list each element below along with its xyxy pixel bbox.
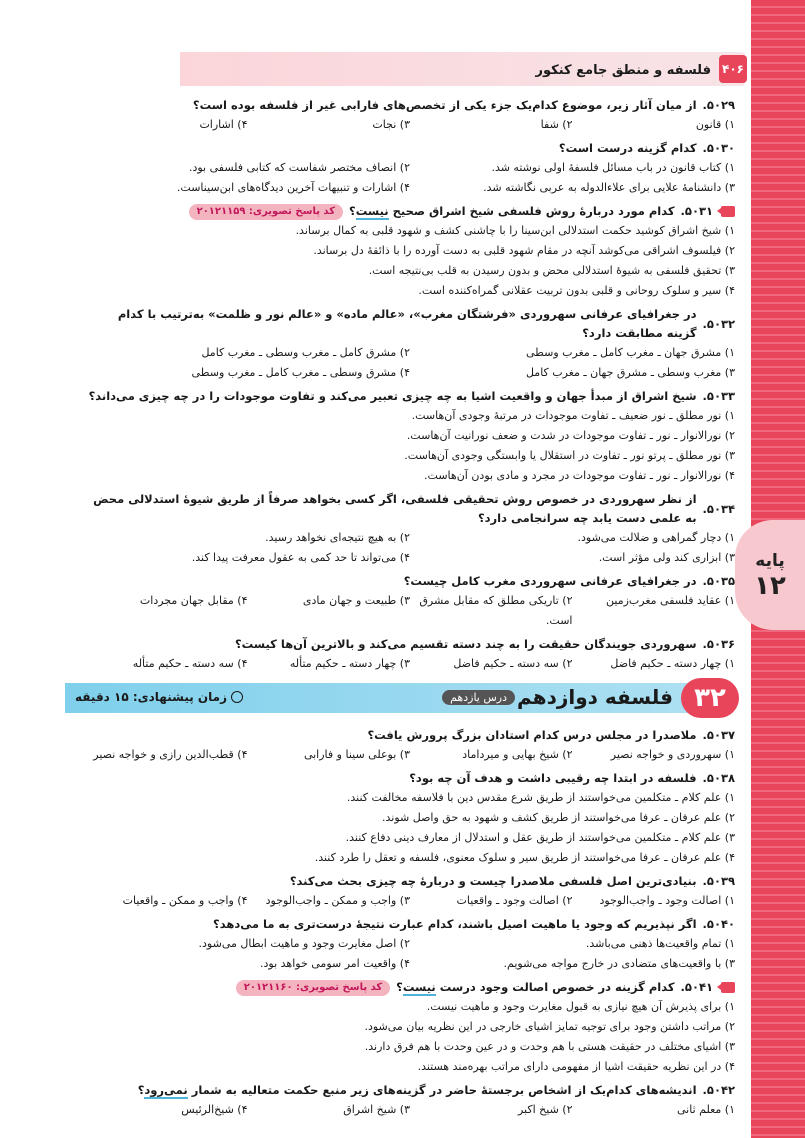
- answer-option[interactable]: ۳) چهار دسته ـ حکیم متأله: [289, 657, 410, 670]
- question-text: [85, 490, 697, 528]
- question-text-main: سهروردی جویندگان حقیقت را به چند دسته تقسیم می‌کند و بالاترین آن‌ها کیست؟: [234, 637, 697, 651]
- answer-option[interactable]: ۱) اصالت وجود ـ واجب‌الوجود: [599, 894, 735, 907]
- question-item: [85, 139, 735, 198]
- answer-option[interactable]: ۳) نجات: [372, 118, 410, 131]
- question-group-b: [85, 726, 735, 1120]
- answer-option[interactable]: ۱) دچار گمراهی و ضلالت می‌شود.: [577, 531, 735, 544]
- lesson-number: ۳۲: [681, 678, 739, 718]
- answer-option[interactable]: ۲) نورالانوار ـ نور ـ تفاوت موجودات در شدت و ضعف نورانیت آن‌هاست.: [406, 429, 735, 442]
- answer-option[interactable]: ۴) واجب و ممکن ـ واقعیات: [122, 894, 248, 907]
- answer-option[interactable]: ۳) بوعلی سینا و فارابی: [303, 748, 410, 761]
- question-text-main: از نظر سهروردی در خصوص روش تحقیقی فلسفی، اگر کسی بخواهد صرفاً از طریق شیوهٔ استدلالی محض به علمی دست یابد چه سرانجامی دارد؟: [93, 492, 697, 525]
- question-text-main: کدام مورد دربارهٔ روش فلسفی شیخ اشراق صحیح: [392, 204, 675, 218]
- answer-option[interactable]: ۳) مغرب وسطی ـ مشرق جهان ـ مغرب کامل: [525, 366, 735, 379]
- book-title: فلسفه و منطق جامع کنکور: [535, 62, 711, 78]
- question-text-end: ؟: [349, 204, 356, 218]
- question-number: ۵۰۳۵.: [702, 574, 735, 588]
- answer-option[interactable]: ۴) اشارات: [199, 118, 248, 131]
- question-number: ۵۰۳۳.: [702, 389, 735, 403]
- answer-option[interactable]: ۴) اشارات و تنبیهات آخرین دیدگاه‌های ابن‌سیناست.: [176, 181, 410, 194]
- question-text: [367, 726, 696, 745]
- suggested-time-text: زمان پیشنهادی: ۱۵ دقیقه: [75, 690, 228, 704]
- question-text: [213, 915, 697, 934]
- answer-option[interactable]: ۱) معلم ثانی: [676, 1103, 735, 1116]
- question-item: [85, 96, 735, 135]
- question-number: ۵۰۴۲.: [702, 1083, 735, 1097]
- question-stem: [85, 202, 735, 221]
- answer-code-pill[interactable]: کد پاسخ تصویری: ۲۰۱۲۱۱۶۰: [236, 980, 390, 996]
- question-number: ۵۰۲۹.: [702, 98, 735, 112]
- grade-side-tab: [735, 520, 805, 630]
- answer-option[interactable]: ۲) اصل مغایرت وجود و ماهیت ابطال می‌شود.: [198, 937, 410, 950]
- options-list: [85, 934, 735, 974]
- question-text: [404, 572, 697, 591]
- question-emphasis: نمی‌رود: [144, 1083, 188, 1097]
- answer-option[interactable]: ۲) انصاف مختصر شفاست که کتابی فلسفی بود.: [188, 161, 410, 174]
- answer-option[interactable]: ۱) شیخ اشراق کوشید حکمت استدلالی ابن‌سینا را با چاشنی کشف و شهود قلبی به کمال برساند.: [295, 224, 735, 237]
- answer-option[interactable]: ۴) قطب‌الدین رازی و خواجه نصیر: [93, 748, 248, 761]
- question-item: [85, 978, 735, 1077]
- lesson-badge: درس یازدهم: [442, 690, 515, 705]
- question-number: ۵۰۳۸.: [702, 771, 735, 785]
- answer-option[interactable]: ۴) در این نظریه حقیقت اشیا از مفهومی دارای مراتب بهره‌مند هستند.: [417, 1060, 735, 1073]
- question-text-main: اگر نپذیریم که وجود یا ماهیت اصیل باشند، کدام عبارت نتیجهٔ درست‌تری به ما می‌دهد؟: [213, 917, 697, 931]
- answer-option[interactable]: ۴) واقعیت امر سومی خواهد بود.: [260, 957, 410, 970]
- question-text: [89, 387, 697, 406]
- question-number: ۵۰۳۰.: [702, 141, 735, 155]
- question-item: [85, 202, 735, 301]
- suggested-time: [75, 690, 243, 704]
- answer-option[interactable]: ۴) سه دسته ـ حکیم متأله: [132, 657, 248, 670]
- answer-option[interactable]: ۱) سهروردی و خواجه نصیر: [610, 748, 735, 761]
- answer-option[interactable]: ۳) دانشنامهٔ علایی برای علاءالدوله به عربی نگاشته شد.: [483, 181, 735, 194]
- options-list: [85, 221, 735, 301]
- question-stem: [85, 1081, 735, 1100]
- question-text: [349, 202, 675, 221]
- grade-tab-number: ۱۲: [754, 571, 786, 601]
- answer-option[interactable]: ۱) عقاید فلسفی مغرب‌زمین: [606, 594, 735, 607]
- answer-option[interactable]: ۴) مقابل جهان مجردات: [139, 594, 248, 607]
- answer-option[interactable]: ۳) ابزاری کند ولی مؤثر است.: [598, 551, 735, 564]
- answer-option[interactable]: ۳) تحقیق فلسفی به شیوهٔ استدلالی محض و بدون رسیدن به قلب بی‌نتیجه است.: [368, 264, 735, 277]
- question-text-end: ؟: [396, 980, 403, 994]
- question-text: [193, 96, 697, 115]
- video-camera-icon[interactable]: [721, 206, 735, 217]
- question-stem: [85, 635, 735, 654]
- question-text: [409, 769, 696, 788]
- question-text-main: بنیادی‌ترین اصل فلسفی ملاصدرا چیست و دربارهٔ چه چیزی بحث می‌کند؟: [289, 874, 697, 888]
- answer-option[interactable]: ۳) طبیعت و جهان مادی: [302, 594, 410, 607]
- question-item: [85, 490, 735, 568]
- question-item: [85, 915, 735, 974]
- question-item: [85, 635, 735, 674]
- answer-option[interactable]: ۲) علم عرفان ـ عرفا می‌خواستند از طریق کشف و شهود به حق واصل شوند.: [382, 811, 735, 824]
- answer-option[interactable]: ۳) علم کلام ـ متکلمین می‌خواستند از طریق عقل و استدلال از معارف دینی دفاع کنند.: [345, 831, 735, 844]
- question-emphasis: نیست: [402, 980, 436, 994]
- options-list: [85, 745, 735, 765]
- answer-option[interactable]: ۴) نورالانوار ـ نور ـ تفاوت موجودات در مجرد و مادی بودن آن‌هاست.: [424, 469, 735, 482]
- question-text: [559, 139, 697, 158]
- options-list: [85, 788, 735, 868]
- lesson-title: فلسفه دوازدهم: [517, 685, 673, 709]
- options-list: [85, 997, 735, 1077]
- question-text-main: از میان آثار زیر، موضوع کدام‌یک جزء یکی از تخصص‌های فارابی غیر از فلسفه بوده است؟: [192, 98, 697, 112]
- options-list: [85, 406, 735, 486]
- question-text-main: کدام گزینه در خصوص اصالت وجود درست: [439, 980, 675, 994]
- question-text-main: در جغرافیای عرفانی سهروردی «فرشتگان مغرب»، «عالم ماده» و «عالم نور و ظلمت» به‌ترتیب با کدام گزینه مطابقت دارد؟: [117, 307, 697, 340]
- question-emphasis: نیست: [355, 204, 389, 218]
- answer-option[interactable]: ۲) شیخ اکبر: [517, 1103, 573, 1116]
- question-stem: [85, 872, 735, 891]
- question-stem: [85, 978, 735, 997]
- answer-option[interactable]: ۴) علم عرفان ـ عرفا می‌خواستند از طریق سیر و سلوک معنوی، فلسفه و تعقل را طرد کنند.: [314, 851, 735, 864]
- answer-option[interactable]: ۴) سیر و سلوک روحانی و قلبی بدون تربیت عقلانی گمراه‌کننده است.: [418, 284, 735, 297]
- answer-option[interactable]: ۳) شیخ اشراق: [343, 1103, 410, 1116]
- answer-option[interactable]: ۲) سه دسته ـ حکیم فاضل: [453, 657, 573, 670]
- question-item: [85, 769, 735, 868]
- question-number: ۵۰۳۶.: [702, 637, 735, 651]
- question-text: [290, 872, 697, 891]
- options-list: [85, 528, 735, 568]
- question-stem: [85, 387, 735, 406]
- options-list: [85, 654, 735, 674]
- question-number: ۵۰۳۹.: [702, 874, 735, 888]
- clock-icon: [231, 691, 243, 703]
- question-group-a: [85, 96, 735, 674]
- answer-option[interactable]: ۱) تمام واقعیت‌ها ذهنی می‌باشد.: [585, 937, 735, 950]
- question-text: [138, 1081, 697, 1100]
- answer-option[interactable]: ۲) شیخ بهایی و میرداماد: [462, 748, 573, 761]
- grade-tab-label: پایه: [755, 551, 785, 571]
- question-stem: [85, 305, 735, 343]
- answer-option[interactable]: ۳) با واقعیت‌های متضادی در خارج مواجه می‌شویم.: [503, 957, 735, 970]
- question-text-main: در جغرافیای عرفانی سهروردی مغرب کامل چیست؟: [403, 574, 697, 588]
- options-list: [85, 343, 735, 383]
- question-number: ۵۰۳۲.: [702, 316, 735, 331]
- question-stem: [85, 572, 735, 591]
- answer-option[interactable]: ۱) مشرق جهان ـ مغرب کامل ـ مغرب وسطی: [525, 346, 735, 359]
- answer-option[interactable]: ۲) مراتب داشتن وجود برای توجیه تمایز اشیای خارجی در این نظریه بیان می‌شود.: [364, 1020, 735, 1033]
- answer-option[interactable]: ۲) فیلسوف اشراقی می‌کوشد آنچه در مقام شهود قلبی به دست آورده را با ذائقهٔ دل برساند.: [313, 244, 735, 257]
- options-list: [85, 1100, 735, 1120]
- question-text: [396, 978, 674, 997]
- question-item: [85, 1081, 735, 1120]
- page-content: [75, 96, 735, 1124]
- question-number: ۵۰۳۷.: [702, 728, 735, 742]
- question-stem: [85, 915, 735, 934]
- lesson-banner: [75, 678, 735, 718]
- answer-option[interactable]: ۴) می‌تواند تا حد کمی به عقول معرفت پیدا کند.: [191, 551, 410, 564]
- answer-code-pill[interactable]: کد پاسخ تصویری: ۲۰۱۲۱۱۵۹: [189, 204, 343, 220]
- question-item: [85, 305, 735, 383]
- question-item: [85, 872, 735, 911]
- answer-option[interactable]: ۴) مشرق وسطی ـ مغرب کامل ـ مغرب وسطی: [191, 366, 410, 379]
- options-list: [85, 158, 735, 198]
- question-text-main: ملاصدرا در مجلس درس کدام استادان بزرگ پرورش یافت؟: [367, 728, 697, 742]
- question-stem: [85, 139, 735, 158]
- question-stem: [85, 96, 735, 115]
- question-number: ۵۰۴۱.: [680, 980, 713, 994]
- answer-option[interactable]: ۳) واجب و ممکن ـ واجب‌الوجود: [265, 894, 410, 907]
- question-text-end: ؟: [137, 1083, 145, 1097]
- options-list: [85, 891, 735, 911]
- answer-option[interactable]: ۴) شیخ‌الرئیس: [181, 1103, 248, 1116]
- question-stem: [85, 726, 735, 745]
- options-list: [85, 591, 735, 631]
- question-stem: [85, 769, 735, 788]
- answer-option[interactable]: ۱) چهار دسته ـ حکیم فاضل: [610, 657, 735, 670]
- question-item: [85, 387, 735, 486]
- question-number: ۵۰۳۱.: [680, 204, 713, 218]
- answer-option[interactable]: ۱) کتاب قانون در باب مسائل فلسفهٔ اولی نوشته شد.: [491, 161, 735, 174]
- question-item: [85, 726, 735, 765]
- answer-option[interactable]: ۲) شفا: [540, 118, 573, 131]
- answer-option[interactable]: ۱) علم کلام ـ متکلمین می‌خواستند از طریق شرع مقدس دین با فلاسفه مخالفت کنند.: [346, 791, 735, 804]
- answer-option[interactable]: ۳) اشیای مختلف در حقیقت هستی با هم وحدت و در عین وحدت با هم فرق دارند.: [364, 1040, 735, 1053]
- page-number: ۴۰۶: [719, 55, 747, 83]
- question-text-main: فلسفه در ابتدا چه رقیبی داشت و هدف آن چه بود؟: [409, 771, 697, 785]
- question-text: [235, 635, 697, 654]
- answer-option[interactable]: ۳) نور مطلق ـ پرتو نور ـ تفاوت در استقلال یا وابستگی وجودی آن‌هاست.: [404, 449, 735, 462]
- question-number: ۵۰۳۴.: [702, 501, 735, 516]
- video-camera-icon[interactable]: [721, 982, 735, 993]
- question-item: [85, 572, 735, 631]
- question-text: [85, 305, 697, 343]
- answer-option[interactable]: ۲) تاریکی مطلق که مقابل مشرق است.: [419, 594, 573, 627]
- question-text-main: اندیشه‌های کدام‌یک از اشخاص برجستهٔ حاضر در گزینه‌های زیر منبع حکمت متعالیه به شمار: [191, 1083, 697, 1097]
- answer-option[interactable]: ۲) اصالت وجود ـ واقعیات: [456, 894, 573, 907]
- question-text-main: شیخ اشراق از مبدأ جهان و واقعیت اشیا به چه چیزی تعبیر می‌کند و تفاوت موجودات را در چه چیزی می‌داند؟: [88, 389, 697, 403]
- answer-option[interactable]: ۲) مشرق کامل ـ مغرب وسطی ـ مغرب کامل: [201, 346, 410, 359]
- answer-option[interactable]: ۲) به هیچ نتیجه‌ای نخواهد رسید.: [265, 531, 410, 544]
- question-stem: [85, 490, 735, 528]
- options-list: [85, 115, 735, 135]
- answer-option[interactable]: ۱) قانون: [695, 118, 735, 131]
- question-text-main: کدام گزینه درست است؟: [558, 141, 697, 155]
- answer-option[interactable]: ۱) نور مطلق ـ نور ضعیف ـ تفاوت موجودات در مرتبهٔ وجودی آن‌هاست.: [411, 409, 735, 422]
- answer-option[interactable]: ۱) برای پذیرش آن هیچ نیازی به قبول مغایرت وجود و ماهیت نیست.: [426, 1000, 735, 1013]
- question-number: ۵۰۴۰.: [702, 917, 735, 931]
